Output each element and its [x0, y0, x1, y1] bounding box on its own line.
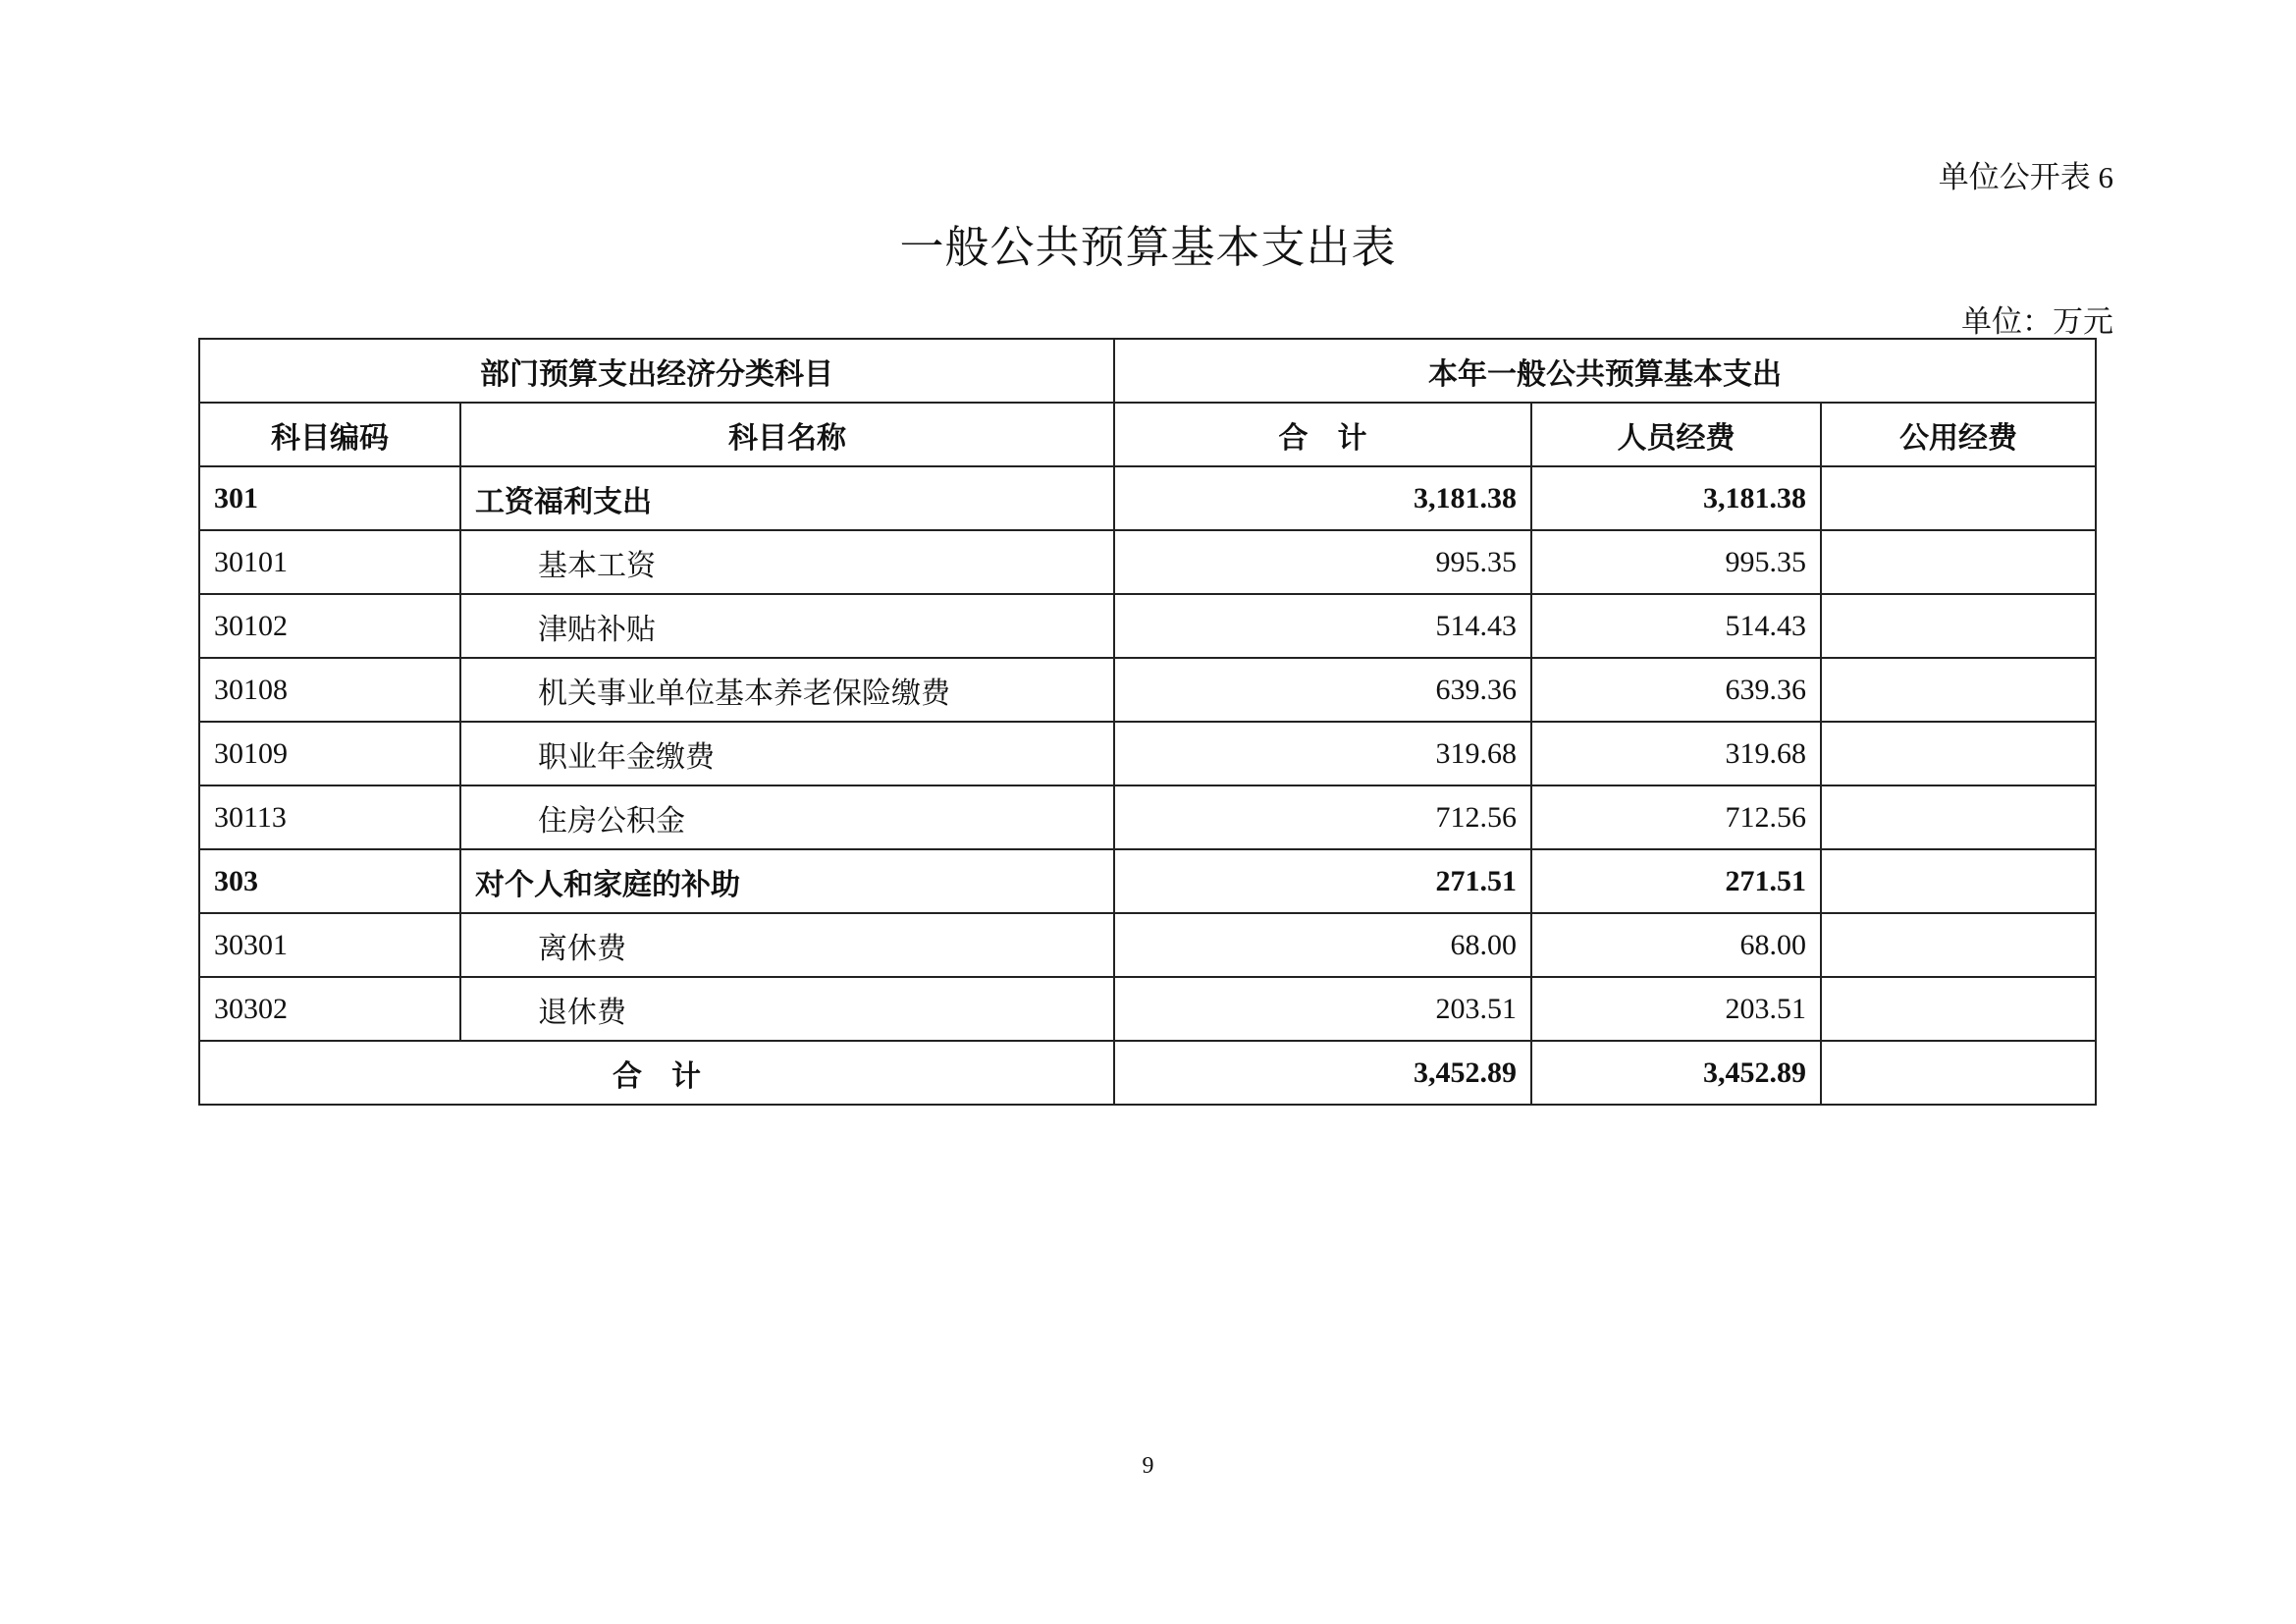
- row-total: 203.51: [1114, 977, 1531, 1041]
- row-code: 30109: [199, 722, 460, 785]
- row-code: 30102: [199, 594, 460, 658]
- row-name: 机关事业单位基本养老保险缴费: [460, 658, 1114, 722]
- table-row: [199, 722, 2096, 785]
- row-personnel: 203.51: [1531, 977, 1821, 1041]
- table-label: 单位公开表 6: [1938, 160, 2113, 194]
- row-personnel: 514.43: [1531, 594, 1821, 658]
- row-name: 离休费: [460, 913, 1114, 977]
- table-row: [199, 594, 2096, 658]
- row-code: 30301: [199, 913, 460, 977]
- row-public: [1821, 913, 2096, 977]
- row-code: 30113: [199, 785, 460, 849]
- row-name: 基本工资: [460, 530, 1114, 594]
- row-code: 303: [199, 849, 460, 913]
- total-personnel: 3,452.89: [1531, 1041, 1821, 1105]
- page-title: 一般公共预算基本支出表: [899, 223, 1397, 272]
- column-header-total: 合 计: [1114, 403, 1531, 466]
- row-personnel: 68.00: [1531, 913, 1821, 977]
- row-public: [1821, 594, 2096, 658]
- row-public: [1821, 977, 2096, 1041]
- row-name: 职业年金缴费: [460, 722, 1114, 785]
- row-code: 30108: [199, 658, 460, 722]
- group-header-classification: 部门预算支出经济分类科目: [199, 339, 1114, 403]
- row-personnel: 271.51: [1531, 849, 1821, 913]
- row-total: 319.68: [1114, 722, 1531, 785]
- row-name: 工资福利支出: [460, 466, 1114, 530]
- row-public: [1821, 530, 2096, 594]
- total-amount: 3,452.89: [1114, 1041, 1531, 1105]
- row-personnel: 995.35: [1531, 530, 1821, 594]
- row-public: [1821, 785, 2096, 849]
- row-name: 津贴补贴: [460, 594, 1114, 658]
- table-row: [199, 977, 2096, 1041]
- page-number: 9: [1142, 1453, 1154, 1479]
- row-total: 514.43: [1114, 594, 1531, 658]
- table-row: [199, 849, 2096, 913]
- row-name: 退休费: [460, 977, 1114, 1041]
- row-personnel: 3,181.38: [1531, 466, 1821, 530]
- column-header-name: 科目名称: [460, 403, 1114, 466]
- table-row: [199, 785, 2096, 849]
- row-personnel: 712.56: [1531, 785, 1821, 849]
- table-row: [199, 658, 2096, 722]
- row-code: 301: [199, 466, 460, 530]
- row-total: 995.35: [1114, 530, 1531, 594]
- column-header-row: [199, 403, 2096, 466]
- row-public: [1821, 722, 2096, 785]
- row-name: 对个人和家庭的补助: [460, 849, 1114, 913]
- row-total: 68.00: [1114, 913, 1531, 977]
- total-row: [199, 1041, 2096, 1105]
- row-public: [1821, 466, 2096, 530]
- budget-table: [198, 338, 2097, 1106]
- row-personnel: 319.68: [1531, 722, 1821, 785]
- unit-note: 单位：万元: [1961, 304, 2113, 339]
- row-code: 30302: [199, 977, 460, 1041]
- table-row: [199, 530, 2096, 594]
- table-row: [199, 913, 2096, 977]
- row-name: 住房公积金: [460, 785, 1114, 849]
- column-header-public: 公用经费: [1821, 403, 2096, 466]
- total-label: 合 计: [199, 1041, 1114, 1105]
- row-public: [1821, 849, 2096, 913]
- table-row: [199, 466, 2096, 530]
- group-header-expenditure: 本年一般公共预算基本支出: [1114, 339, 2096, 403]
- column-header-personnel: 人员经费: [1531, 403, 1821, 466]
- row-public: [1821, 658, 2096, 722]
- total-public: [1821, 1041, 2096, 1105]
- row-total: 712.56: [1114, 785, 1531, 849]
- column-header-code: 科目编码: [199, 403, 460, 466]
- row-total: 271.51: [1114, 849, 1531, 913]
- row-total: 639.36: [1114, 658, 1531, 722]
- group-header-row: [199, 339, 2096, 403]
- row-total: 3,181.38: [1114, 466, 1531, 530]
- row-code: 30101: [199, 530, 460, 594]
- row-personnel: 639.36: [1531, 658, 1821, 722]
